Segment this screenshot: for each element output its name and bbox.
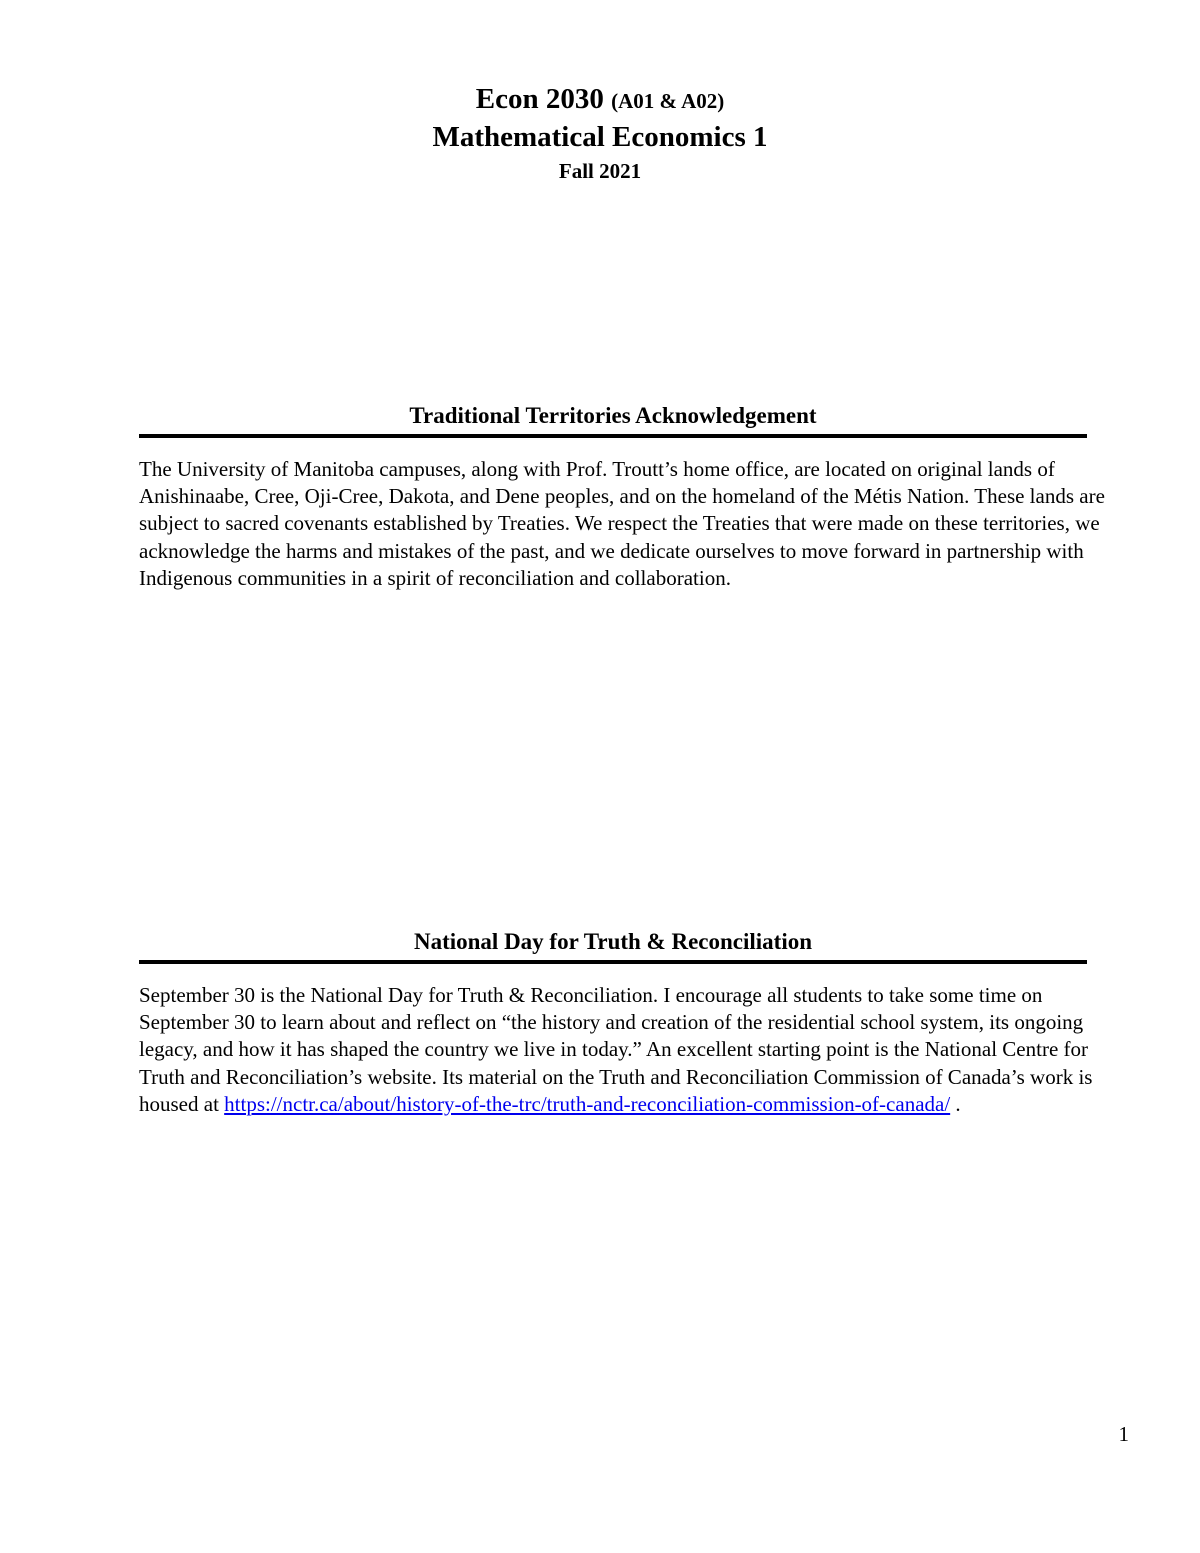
page-number: 1 — [1118, 1422, 1129, 1446]
acknowledgement-section — [139, 402, 1105, 592]
course-code: Econ 2030 — [475, 83, 604, 115]
course-term: Fall 2021 — [558, 159, 642, 183]
nctr-link[interactable]: https://nctr.ca/about/history-of-the-trc/truth-and-reconciliation-commission-of-canada/ — [224, 1091, 951, 1116]
truth-reconciliation-trailing: . — [950, 1091, 961, 1116]
truth-reconciliation-paragraph — [139, 982, 1119, 1118]
course-code-line — [0, 80, 1200, 120]
acknowledgement-body — [139, 456, 1119, 592]
title-block — [0, 80, 1200, 188]
truth-reconciliation-heading: National Day for Truth & Reconciliation — [139, 928, 1087, 964]
truth-reconciliation-text: September 30 is the National Day for Truth & Reconciliation. I encourage all students to take some time on September 30 to learn about and reflect on “the history and creation of the residential school system, its ongoing legacy, and how it has shaped the country we live in today.” An excellent starting point is the National Centre for Truth and Reconciliation’s website. Its material on the Truth and Reconciliation Commission of Canada’s work is housed at — [139, 983, 1093, 1116]
truth-reconciliation-body — [139, 982, 1119, 1118]
course-title: Mathematical Economics 1 — [432, 121, 768, 153]
truth-reconciliation-section — [139, 928, 1093, 1118]
course-sections: (A01 & A02) — [611, 89, 725, 113]
acknowledgement-paragraph: The University of Manitoba campuses, along with Prof. Troutt’s home office, are located on original lands of Anishinaabe, Cree, Oji-Cree, Dakota, and Dene peoples, and on the homeland of the Métis Nation. These lands are subject to sacred covenants established by Treaties. We respect the Treaties that were made on these territories, we acknowledge the harms and mistakes of the past, and we dedicate ourselves to move forward in partnership with Indigenous communities in a spirit of reconciliation and collaboration. — [139, 457, 1105, 590]
acknowledgement-heading: Traditional Territories Acknowledgement — [139, 402, 1087, 438]
